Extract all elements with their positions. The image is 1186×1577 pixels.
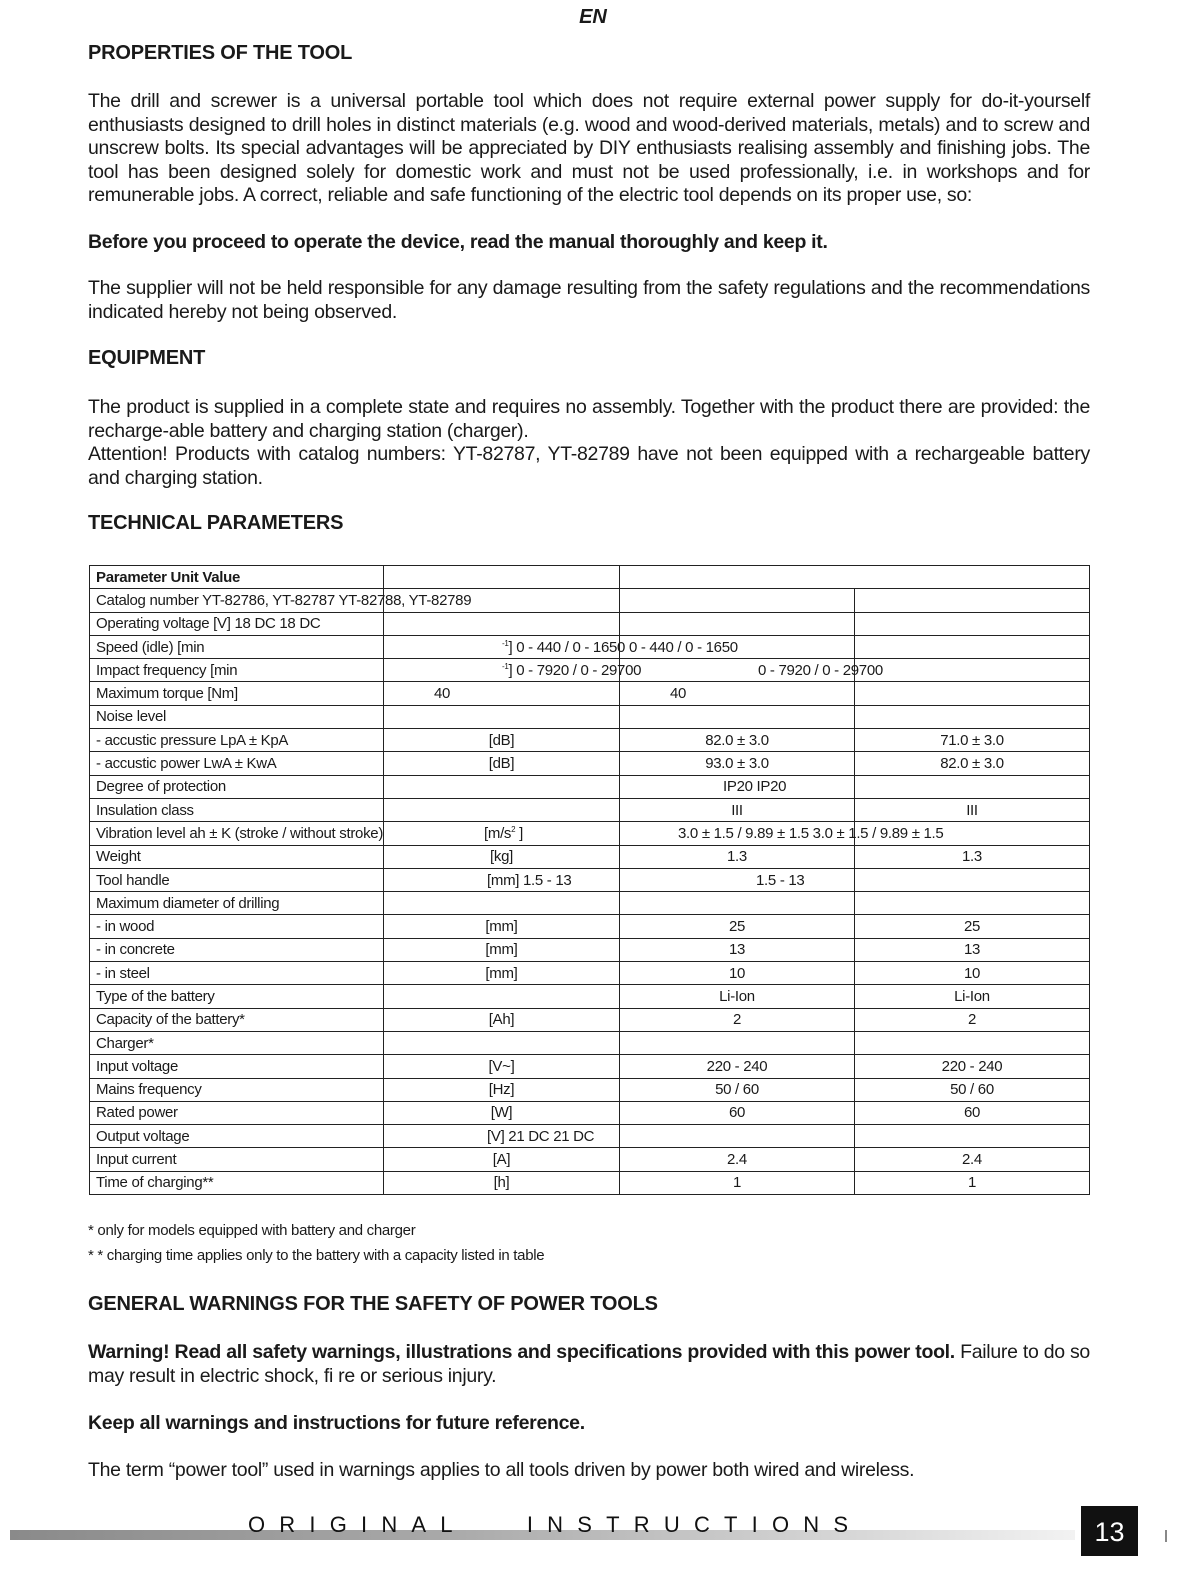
table-cell: Operating voltage [V] 18 DC 18 DC [90, 612, 384, 635]
table-cell: 3.0 ± 1.5 / 9.89 ± 1.5 3.0 ± 1.5 / 9.89 ± 1.5 [620, 822, 855, 845]
section-title-technical: TECHNICAL PARAMETERS [88, 512, 344, 534]
table-cell: Tool handle [90, 868, 384, 891]
table-cell: $^{-1}$] 0 - 440 / 0 - 1650 0 - 440 / 0 - 1650 [384, 635, 620, 658]
properties-body: The drill and screwer is a universal portable tool which does not require external power supply for do-it-yourself enthusiasts designed to drill holes in distinct materials (e.g. wood and wood-derived materials, metals) and to screw and unscrew bolts. Its special advantages will be appreciated by DIY enthusiasts realising assembly and finishing jobs. The tool has been designed solely for domestic work and must not be used professionally, i.e. in workshops and for remunerable jobs. A correct, reliable and safe functioning of the electric tool depends on its proper use, so: [88, 90, 1090, 206]
table-row [90, 566, 1090, 589]
table-cell: Input voltage [90, 1055, 384, 1078]
table-cell: - accustic power LwA ± KwA [90, 752, 384, 775]
table-cell: - in concrete [90, 938, 384, 961]
table-cell: 2.4 [620, 1148, 855, 1171]
footer-text: ORIGINAL INSTRUCTIONS [248, 1512, 863, 1537]
table-cell: Input current [90, 1148, 384, 1171]
table-cell: Capacity of the battery* [90, 1008, 384, 1031]
table-cell: 13 [620, 938, 855, 961]
table-row [90, 1055, 1090, 1078]
table-cell: [mm] [384, 962, 620, 985]
table-cell: [W] [384, 1101, 620, 1124]
table-row [90, 729, 1090, 752]
footnote-charging: * * charging time applies only to the battery with a capacity listed in table [88, 1247, 545, 1264]
table-cell: [Hz] [384, 1078, 620, 1101]
table-cell: 40 [384, 682, 620, 705]
table-cell: $^{-1}$] 0 - 7920 / 0 - 29700 [384, 659, 620, 682]
table-cell: [V] 21 DC 21 DC [384, 1125, 620, 1148]
page-number: 13 [1081, 1506, 1138, 1556]
table-header-cell: Parameter Unit Value [90, 566, 384, 589]
table-row [90, 892, 1090, 915]
table-cell: 2 [620, 1008, 855, 1031]
table-cell: 1.3 [620, 845, 855, 868]
table-cell: 60 [855, 1101, 1090, 1124]
table-cell: Time of charging** [90, 1171, 384, 1194]
table-cell: Rated power [90, 1101, 384, 1124]
section-title-safety: GENERAL WARNINGS FOR THE SAFETY OF POWER TOOLS [88, 1293, 658, 1315]
table-cell: Vibration level ah ± K (stroke / without stroke) [90, 822, 384, 845]
table-cell: Degree of protection [90, 775, 384, 798]
table-cell: 82.0 ± 3.0 [620, 729, 855, 752]
table-cell: 1.3 [855, 845, 1090, 868]
table-cell: 0 - 7920 / 0 - 29700 [620, 659, 855, 682]
table-cell: [V~] [384, 1055, 620, 1078]
table-cell: III [855, 798, 1090, 821]
table-cell: Weight [90, 845, 384, 868]
table-cell: [h] [384, 1171, 620, 1194]
table-cell: 2.4 [855, 1148, 1090, 1171]
table-row [90, 752, 1090, 775]
safety-keep-note: Keep all warnings and instructions for future reference. [88, 1412, 585, 1434]
table-cell: 13 [855, 938, 1090, 961]
table-cell: 25 [620, 915, 855, 938]
table-cell: [mm] 1.5 - 13 [384, 868, 620, 891]
table-row [90, 1031, 1090, 1054]
table-row [90, 705, 1090, 728]
section-title-properties: PROPERTIES OF THE TOOL [88, 42, 353, 64]
table-row [90, 868, 1090, 891]
table-cell: 25 [855, 915, 1090, 938]
table-cell: 1 [620, 1171, 855, 1194]
table-cell: 40 [620, 682, 855, 705]
table-cell: 220 - 240 [620, 1055, 855, 1078]
table-cell: Insulation class [90, 798, 384, 821]
table-cell: Maximum torque [Nm] [90, 682, 384, 705]
table-cell: Li-Ion [620, 985, 855, 1008]
table-cell: III [620, 798, 855, 821]
table-cell: - accustic pressure LpA ± KpA [90, 729, 384, 752]
table-row [90, 822, 1090, 845]
footnote-battery: * only for models equipped with battery and charger [88, 1222, 416, 1239]
table-row [90, 1008, 1090, 1031]
table-cell: 2 [855, 1008, 1090, 1031]
table-row [90, 915, 1090, 938]
table-cell: Type of the battery [90, 985, 384, 1008]
table-row [90, 1125, 1090, 1148]
table-row [90, 985, 1090, 1008]
section-title-equipment: EQUIPMENT [88, 347, 206, 369]
safety-term-note: The term “power tool” used in warnings applies to all tools driven by power both wired and wireless. [88, 1459, 915, 1481]
table-cell: [A] [384, 1148, 620, 1171]
table-row [90, 1101, 1090, 1124]
table-row [90, 635, 1090, 658]
table-cell: 82.0 ± 3.0 [855, 752, 1090, 775]
language-label: EN [579, 6, 607, 28]
table-cell: 1.5 - 13 [620, 868, 855, 891]
table-row [90, 612, 1090, 635]
table-cell: 10 [855, 962, 1090, 985]
table-cell: [dB] [384, 752, 620, 775]
table-cell: 10 [620, 962, 855, 985]
footer-tick [1165, 1530, 1167, 1542]
table-row [90, 1171, 1090, 1194]
table-cell: Li-Ion [855, 985, 1090, 1008]
properties-bold-note: Before you proceed to operate the device, read the manual thoroughly and keep it. [88, 231, 828, 253]
table-cell: 50 / 60 [620, 1078, 855, 1101]
table-cell: Output voltage [90, 1125, 384, 1148]
table-cell: Noise level [90, 705, 384, 728]
table-cell: Speed (idle) [min [90, 635, 384, 658]
table-row [90, 1078, 1090, 1101]
technical-parameters-table [89, 565, 1090, 1195]
table-cell: IP20 IP20 [620, 775, 855, 798]
table-cell: 50 / 60 [855, 1078, 1090, 1101]
table-cell: [mm] [384, 938, 620, 961]
table-cell: Catalog number YT-82786, YT-82787 YT-82788, YT-82789 [90, 589, 384, 612]
table-cell: Impact frequency [min [90, 659, 384, 682]
table-cell: [mm] [384, 915, 620, 938]
table-cell: [dB] [384, 729, 620, 752]
equipment-body: The product is supplied in a complete state and requires no assembly. Together with the product there are provided: the recharge-able battery and charging station (charger). [88, 396, 1090, 442]
table-row [90, 775, 1090, 798]
table-cell: Charger* [90, 1031, 384, 1054]
supplier-note: The supplier will not be held responsible for any damage resulting from the safety regulations and the recommendations indicated hereby not being observed. [88, 277, 1090, 323]
table-row [90, 798, 1090, 821]
table-row [90, 1148, 1090, 1171]
table-cell: [kg] [384, 845, 620, 868]
table-row [90, 682, 1090, 705]
table-cell: 1 [855, 1171, 1090, 1194]
table-row [90, 659, 1090, 682]
equipment-attention: Attention! Products with catalog numbers: YT-82787, YT-82789 have not been equipped with a rechargeable battery and charging station. [88, 443, 1090, 489]
table-cell: Mains frequency [90, 1078, 384, 1101]
table-cell: 71.0 ± 3.0 [855, 729, 1090, 752]
table-cell: 60 [620, 1101, 855, 1124]
table-cell: [$m/s^2$ ] [384, 822, 620, 845]
table-cell: [Ah] [384, 1008, 620, 1031]
table-row [90, 938, 1090, 961]
table-cell: Maximum diameter of drilling [90, 892, 384, 915]
table-cell: 220 - 240 [855, 1055, 1090, 1078]
table-cell: - in wood [90, 915, 384, 938]
table-cell: - in steel [90, 962, 384, 985]
table-cell: 93.0 ± 3.0 [620, 752, 855, 775]
table-row [90, 589, 1090, 612]
table-row [90, 962, 1090, 985]
table-row [90, 845, 1090, 868]
safety-warning: Warning! Read all safety warnings, illustrations and specifications provided with this power tool. Failure to do so may result in electric shock, fi re or serious injury. [88, 1341, 1090, 1387]
